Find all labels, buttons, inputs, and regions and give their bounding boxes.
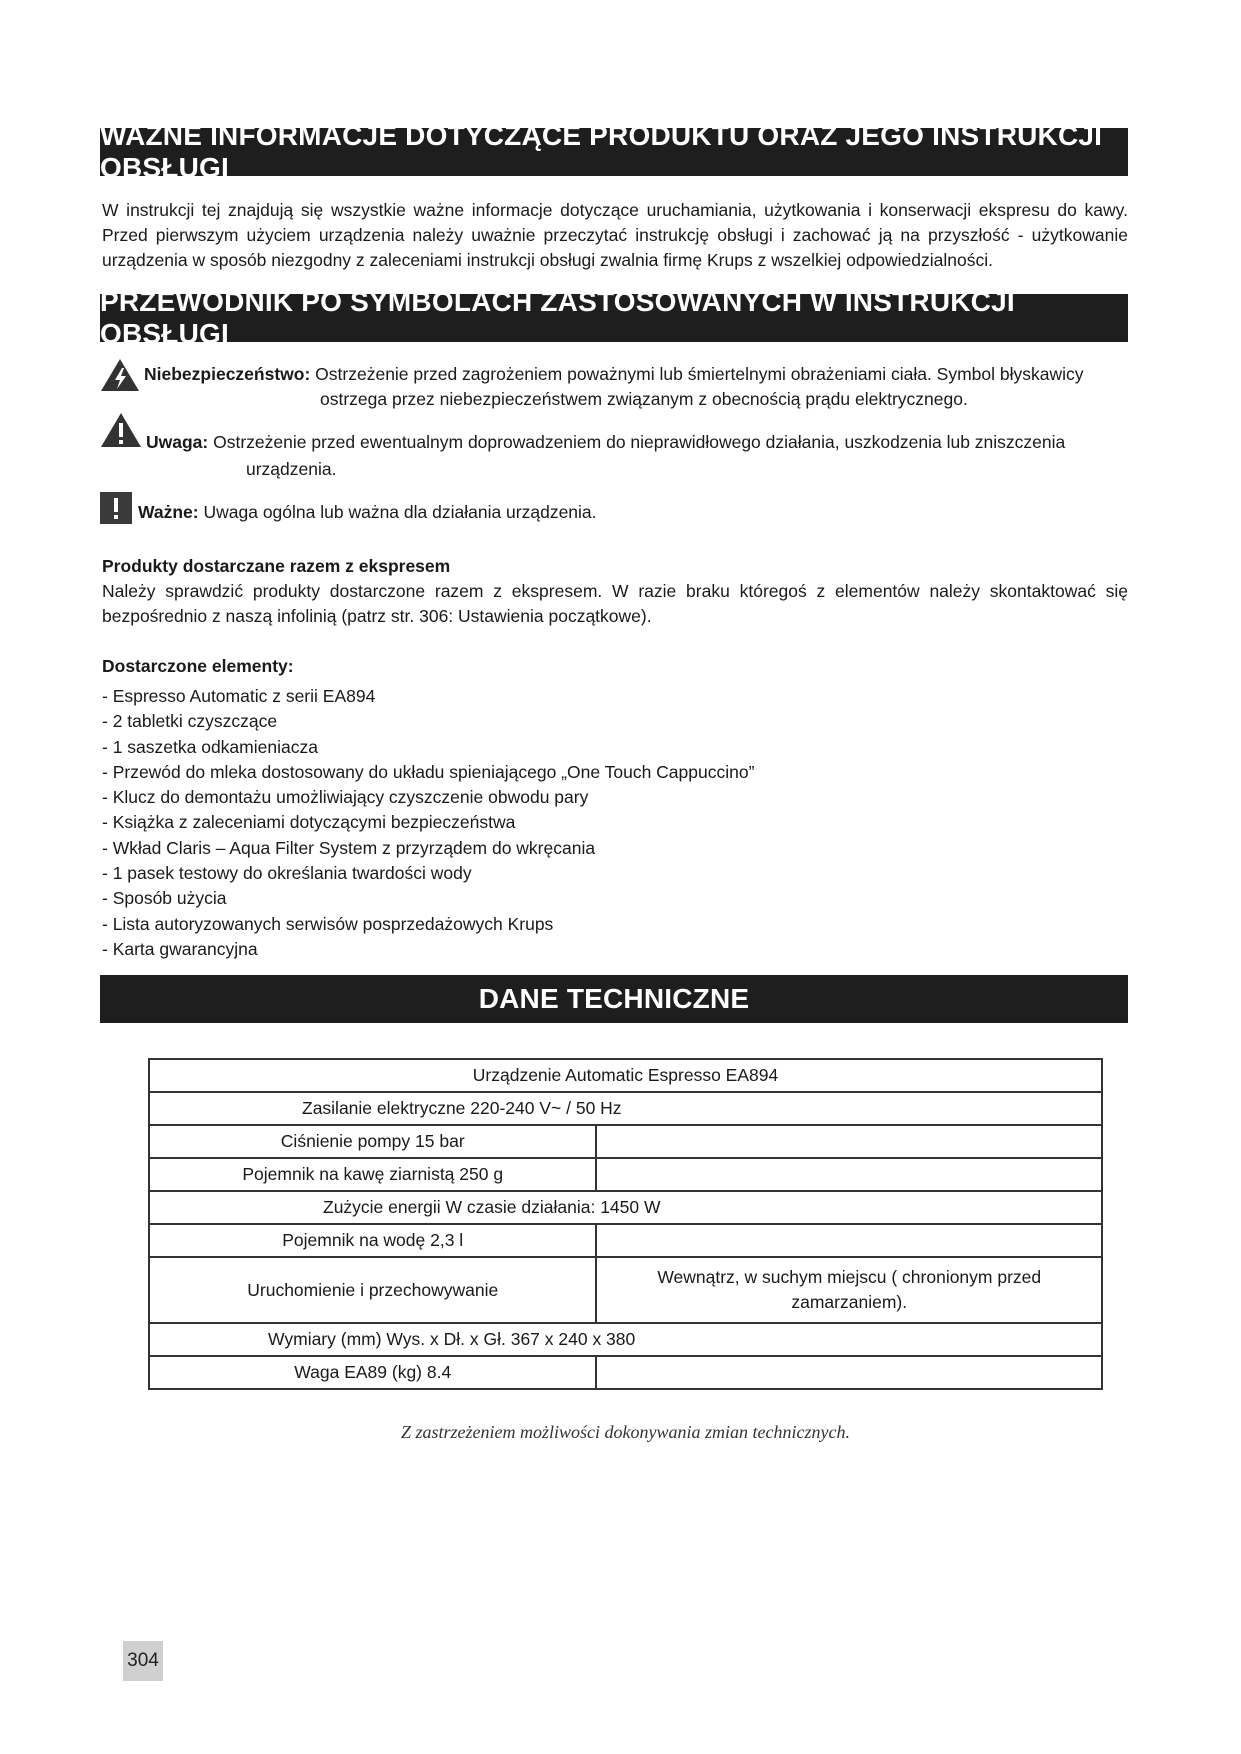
symbol-important-text: Uwaga ogólna lub ważna dla działania urządzenia. <box>203 502 597 522</box>
list-item: - Sposób użycia <box>102 888 227 909</box>
table-row <box>149 1356 1102 1389</box>
list-item: - Wkład Claris – Aqua Filter System z przyrządem do wkręcania <box>102 837 596 858</box>
warning-triangle-icon <box>100 412 142 455</box>
table-row <box>149 1059 1102 1092</box>
exclamation-square-icon <box>100 492 132 531</box>
table-cell-key: Uruchomienie i przechowywanie <box>149 1257 596 1323</box>
list-item: - 2 tabletki czyszczące <box>102 711 278 732</box>
list-item: - Karta gwarancyjna <box>102 938 258 959</box>
list-item: - Espresso Automatic z serii EA894 <box>102 686 376 706</box>
table-cell-key: Urządzenie Automatic Espresso EA894 <box>149 1059 1102 1092</box>
symbol-danger-text-cont: ostrzega przez niebezpieczeństwem związanym z obecnością prądu elektrycznego. <box>320 389 968 409</box>
table-row <box>149 1224 1102 1257</box>
table-cell-key: Wymiary (mm) Wys. x Dł. x Gł. 367 x 240 x 380 <box>149 1323 1102 1356</box>
symbol-caution-label: Uwaga: <box>146 432 209 452</box>
delivered-items-list <box>102 684 754 962</box>
table-cell-value <box>596 1356 1102 1389</box>
symbol-important-label: Ważne: <box>138 502 199 522</box>
list-item: - 1 saszetka odkamieniacza <box>102 736 318 757</box>
table-row <box>149 1158 1102 1191</box>
table-cell-value <box>596 1125 1102 1158</box>
table-cell-key: Waga EA89 (kg) 8.4 <box>149 1356 596 1389</box>
table-row <box>149 1125 1102 1158</box>
technical-changes-note: Z zastrzeżeniem możliwości dokonywania zmian technicznych. <box>401 1422 850 1442</box>
table-cell-key: Ciśnienie pompy 15 bar <box>149 1125 596 1158</box>
symbol-danger-label: Niebezpieczeństwo: <box>144 364 311 384</box>
table-row <box>149 1191 1102 1224</box>
section-title-symbols-guide: PRZEWODNIK PO SYMBOLACH ZASTOSOWANYCH W INSTRUKCJI OBSŁUGI <box>100 294 1128 342</box>
symbol-caution-text-cont: urządzenia. <box>246 459 337 479</box>
table-cell-key: Pojemnik na kawę ziarnistą 250 g <box>149 1158 596 1191</box>
table-row <box>149 1257 1102 1323</box>
table-row <box>149 1323 1102 1356</box>
table-row <box>149 1092 1102 1125</box>
page-number: 304 <box>123 1641 163 1681</box>
lightning-warning-icon <box>100 358 140 399</box>
table-cell-key: Zużycie energii W czasie działania: 1450 W <box>149 1191 1102 1224</box>
symbol-caution-text: Ostrzeżenie przed ewentualnym doprowadzeniem do nieprawidłowego działania, uszkodzenia lub zniszczenia <box>213 432 1066 452</box>
technical-data-table <box>148 1058 1103 1390</box>
list-item: - 1 pasek testowy do określania twardości wody <box>102 863 472 884</box>
table-cell-value <box>596 1224 1102 1257</box>
list-item: - Klucz do demontażu umożliwiający czyszczenie obwodu pary <box>102 787 589 808</box>
list-item: - Książka z zaleceniami dotyczącymi bezpieczeństwa <box>102 812 516 833</box>
table-cell-value: Wewnątrz, w suchym miejscu ( chronionym przed zamarzaniem). <box>596 1257 1102 1323</box>
products-paragraph: Należy sprawdzić produkty dostarczone razem z ekspresem. W razie braku któregoś z elementów należy skontaktować się bezpośrednio z naszą infolinią (patrz str. 306: Ustawienia początkowe). <box>102 581 1128 626</box>
table-cell-value <box>596 1158 1102 1191</box>
table-cell-key: Pojemnik na wodę 2,3 l <box>149 1224 596 1257</box>
list-item: - Przewód do mleka dostosowany do układu spieniającego „One Touch Cappuccino” <box>102 761 755 782</box>
symbol-danger-text: Ostrzeżenie przed zagrożeniem poważnymi lub śmiertelnymi obrażeniami ciała. Symbol błyskawicy <box>315 364 1084 384</box>
section-title-technical-data: DANE TECHNICZNE <box>100 975 1128 1023</box>
section-title-important-info: WAŻNE INFORMACJE DOTYCZĄCE PRODUKTU ORAZ JEGO INSTRUKCJI OBSŁUGI <box>100 128 1128 176</box>
intro-paragraph: W instrukcji tej znajdują się wszystkie ważne informacje dotyczące uruchamiania, użytkowania i konserwacji ekspresu do kawy. Przed pierwszym użyciem urządzenia należy uważnie przeczytać instrukcję obsługi i zachować ją na przyszłość - użytkowanie urządzenia w sposób niezgodny z zaleceniami instrukcji obsługi zwalnia firmę Krups z wszelkiej odpowiedzialności. <box>102 200 1128 270</box>
delivered-heading: Dostarczone elementy: <box>102 656 294 676</box>
table-cell-key: Zasilanie elektryczne 220-240 V~ / 50 Hz <box>149 1092 1102 1125</box>
list-item: - Lista autoryzowanych serwisów posprzedażowych Krups <box>102 913 554 934</box>
products-heading: Produkty dostarczane razem z ekspresem <box>102 556 451 576</box>
